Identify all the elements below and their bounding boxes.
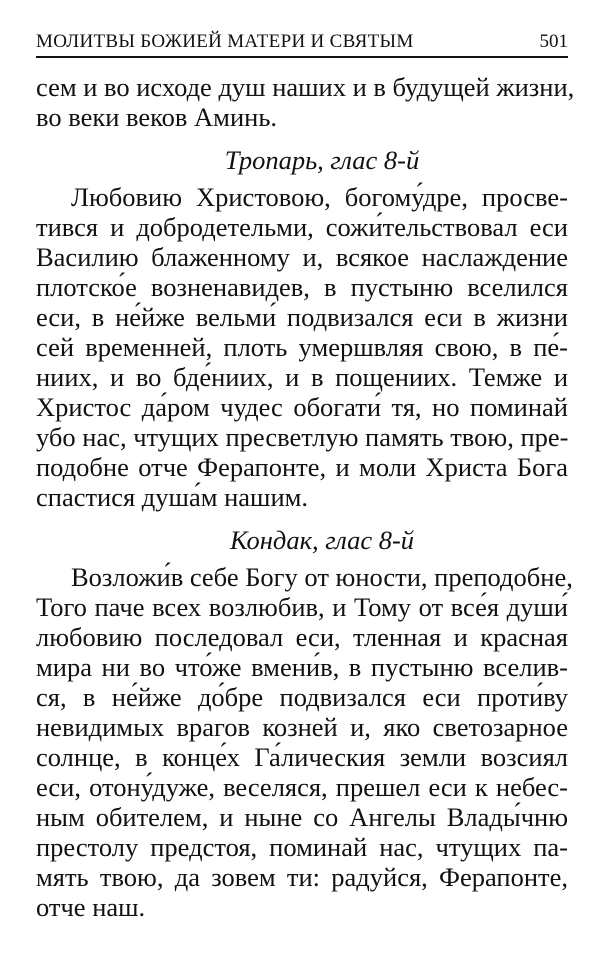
- running-header: [36, 24, 568, 58]
- text-line: солнце, в конце́х Га́лическия земли возсиял: [36, 742, 568, 772]
- text-line: сей временней, плоть умершвляя свою, в пе́-: [36, 332, 568, 362]
- page-number: 501: [539, 31, 568, 52]
- continuation-paragraph: [36, 72, 575, 132]
- text-line: еси, отону́дуже, веселяся, прешел еси к небес-: [36, 772, 568, 802]
- text-line: престолу предстоя, поминай нас, чтущих па-: [36, 832, 568, 862]
- text-line: тився и добродетельми, сожи́тельствовал еси: [36, 212, 568, 242]
- text-line: во веки веков Аминь.: [36, 102, 278, 132]
- text-line: невидимых врагов козней и, яко светозарное: [36, 712, 568, 742]
- text-line: Василию блаженному и, всякое наслаждение: [36, 242, 568, 272]
- troparion-heading: Тропарь, глас 8-й: [224, 145, 420, 175]
- text-line: Того паче всех возлюбив, и Тому от все́я души́: [36, 592, 568, 622]
- troparion-paragraph: [36, 182, 568, 512]
- text-line: плотско́е возненавидев, в пустыню вселился: [36, 272, 568, 302]
- text-line: ниих, и во бде́ниих, и в пощениих. Темже и: [36, 362, 568, 392]
- text-line: ным обителем, и ныне со Ангелы Влады́чню: [36, 802, 568, 832]
- text-line: подобне отче Ферапонте, и моли Христа Бога: [36, 452, 568, 482]
- text-line: мять твою, да зовем ти: радуйся, Ферапонте,: [36, 862, 568, 892]
- text-line: спастися душа́м нашим.: [36, 482, 309, 512]
- text-line: любовию последовал еси, тленная и красная: [36, 622, 568, 652]
- text-line: отче наш.: [36, 892, 146, 922]
- text-line: сем и во исходе душ наших и в будущей жизни,: [36, 72, 575, 102]
- kontakion-heading: Кондак, глас 8-й: [229, 525, 415, 555]
- text-line: Христос да́ром чудес обогати́ тя, но поминай: [36, 392, 568, 422]
- text-line: Возложи́в себе Богу от юности, преподобне,: [71, 562, 573, 592]
- text-line: убо нас, чтущих пресветлую память твою, пре-: [36, 422, 569, 452]
- text-line: мира ни во что́же вмени́в, в пустыню вселив-: [36, 652, 568, 682]
- text-line: еси, в не́йже вельми́ подвизался еси в жизни: [36, 302, 568, 332]
- page-body: [36, 72, 575, 922]
- kontakion-paragraph: [36, 562, 573, 922]
- running-title: МОЛИТВЫ БОЖИЕЙ МАТЕРИ И СВЯТЫМ: [36, 31, 414, 52]
- text-line: ся, в не́йже до́бре подвизался еси проти́ву: [36, 682, 568, 712]
- text-line: Любовию Христовою, богому́дре, просве-: [71, 182, 568, 212]
